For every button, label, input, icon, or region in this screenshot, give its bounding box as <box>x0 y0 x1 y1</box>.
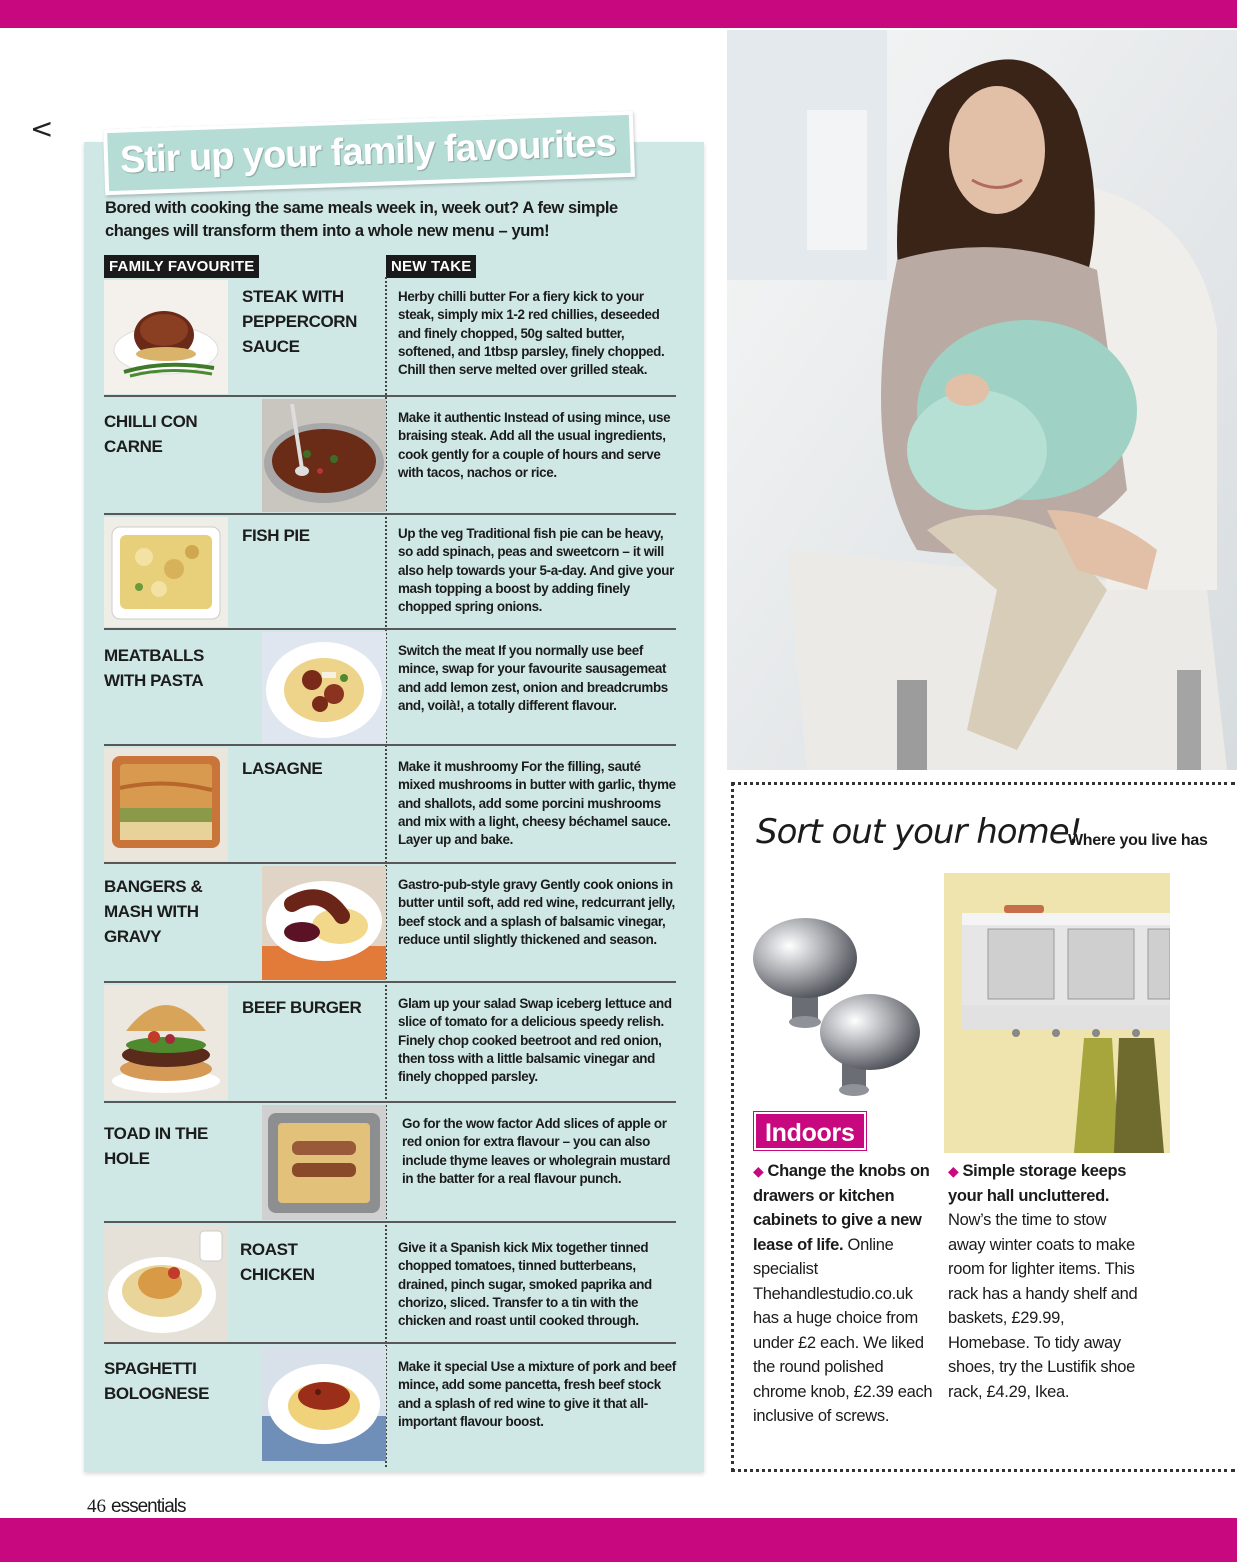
new-take-lead: Up the veg <box>398 526 463 541</box>
knobs-body: Online specialist Thehandlestudio.co.uk has a huge choice from under £2 each. We liked the round polished chrome knob, £2.39 each inclusive of screws. <box>753 1235 933 1425</box>
new-take-lead: Make it special <box>398 1359 488 1374</box>
home-subtitle: Where you live has <box>1068 832 1208 849</box>
storage-text <box>948 1159 1138 1404</box>
new-take-lead: Give it a Spanish kick <box>398 1240 528 1255</box>
column-header-new-take: NEW TAKE <box>386 255 476 278</box>
new-take-body: For a fiery kick to your steak, simply mix 1-2 red chillies, deseeded and finely chopped, 50g salted butter, softened, and 1tbsp parsley, finely chopped. Chill then serve melted over grilled steak. <box>398 289 665 378</box>
bottom-magenta-bar <box>0 1518 1237 1562</box>
page-folio <box>87 1496 186 1518</box>
page-number: 46 <box>87 1496 106 1517</box>
recipe-row-chilli <box>104 397 676 515</box>
dish-name: FISH PIE <box>242 526 310 545</box>
recipe-row-toad <box>104 1103 676 1223</box>
new-take-text <box>398 642 676 715</box>
recipe-row-burger <box>104 983 676 1103</box>
meatballs-photo <box>262 632 386 743</box>
chilli-photo <box>262 399 386 512</box>
recipe-row-meatballs <box>104 630 676 746</box>
new-take-body: For the filling, sauté mixed mushrooms in butter with garlic, thyme and shallots, add some porcini mushrooms and mix with a light, cheesy béchamel sauce. Layer up and bake. <box>398 759 676 848</box>
diamond-icon: ◆ <box>948 1163 959 1179</box>
recipe-row-bangers <box>104 864 676 983</box>
new-take-lead: Go for the wow factor <box>402 1116 533 1131</box>
recipe-row-roast-chicken <box>104 1223 676 1344</box>
new-take-text <box>398 409 676 482</box>
new-take-text <box>398 1239 676 1330</box>
page-title: Stir up your family favourites <box>119 122 617 182</box>
storage-rack-photo <box>944 873 1170 1153</box>
chrome-knobs-photo <box>750 910 930 1105</box>
recipe-row-spaghetti <box>104 1344 676 1464</box>
bangers-photo <box>262 866 386 980</box>
new-take-lead: Glam up your salad <box>398 996 516 1011</box>
storage-body: Now’s the time to stow away winter coats to make room for lighter items. This rack has a handy shelf and baskets, £29.99, Homebase. To tidy away shoes, try the Lustifik shoe rack, £4.29, Ikea. <box>948 1211 1138 1401</box>
magazine-name: essentials <box>111 1496 186 1517</box>
new-take-text <box>398 1358 676 1431</box>
new-take-lead: Gastro-pub-style gravy <box>398 877 537 892</box>
fish-pie-photo <box>104 517 228 627</box>
storage-lead: Simple storage keeps your hall uncluttered. <box>948 1162 1127 1205</box>
dish-name: ROAST CHICKEN <box>240 1240 315 1284</box>
dish-name: MEATBALLS WITH PASTA <box>104 646 204 690</box>
dish-name: BEEF BURGER <box>242 998 362 1017</box>
lasagne-photo <box>104 748 228 861</box>
new-take-body: Instead of using mince, use braising steak. Add all the usual ingredients, cook gently for a couple of hours and serve with tacos, nachos or rice. <box>398 410 671 480</box>
burger-photo <box>104 985 228 1100</box>
recipe-row-fish-pie <box>104 515 676 630</box>
new-take-text <box>402 1115 680 1188</box>
knobs-text <box>753 1159 933 1429</box>
new-take-body: Gently cook onions in butter until soft, add red wine, redcurrant jelly, beef stock and a splash of balsamic vinegar, reduce until slightly thickened and season. <box>398 877 675 947</box>
dish-name: LASAGNE <box>242 759 323 778</box>
new-take-body: Add slices of apple or red onion for extra flavour – you can also include thyme leaves or wholegrain mustard in the batter for a real flavour punch. <box>402 1116 671 1186</box>
new-take-lead: Switch the meat <box>398 643 495 658</box>
spaghetti-photo <box>262 1346 386 1461</box>
steak-photo <box>104 280 228 394</box>
new-take-body: Mix together tinned chopped tomatoes, tinned butterbeans, drained, pinch sugar, smoked paprika and chorizo, sliced. Transfer to a tin with the chicken and roast until cooked through. <box>398 1240 652 1329</box>
recipe-row-lasagne <box>104 746 676 864</box>
new-take-body: Traditional fish pie can be heavy, so add spinach, peas and sweetcorn – it will also help towards your 5-a-day. And give your mash topping a boost by adding finely chopped spring onions. <box>398 526 674 615</box>
dish-name: SPAGHETTI BOLOGNESE <box>104 1359 210 1403</box>
intro-text: Bored with cooking the same meals week in, week out? A few simple changes will transform them into a whole new menu – yum! <box>105 199 618 240</box>
new-take-body: Swap iceberg lettuce and slice of tomato for a delicious speedy relish. Finely chop cooked beetroot and red onion, then toss with a little balsamic vinegar and finely chopped parsley. <box>398 996 672 1085</box>
home-title: Sort out your home! <box>756 812 1082 852</box>
dish-name: TOAD IN THE HOLE <box>104 1124 208 1168</box>
new-take-body: If you normally use beef mince, swap for your favourite sausagemeat and add lemon zest, onion and breadcrumbs and, voilà!, a totally different flavour. <box>398 643 668 713</box>
roast-chicken-photo <box>104 1225 228 1341</box>
top-magenta-bar <box>0 0 1237 28</box>
new-take-text <box>398 876 676 949</box>
column-header-family: FAMILY FAVOURITE <box>104 255 259 278</box>
recipe-row-steak <box>104 278 676 397</box>
chevron-left-icon[interactable]: < <box>30 112 54 145</box>
new-take-lead: Herby chilli butter <box>398 289 506 304</box>
dish-name: BANGERS & MASH WITH GRAVY <box>104 877 203 946</box>
new-take-text <box>398 995 676 1086</box>
new-take-body: Use a mixture of pork and beef mince, add some pancetta, fresh beef stock and a splash of red wine to give it that all-important flavour boost. <box>398 1359 676 1429</box>
indoors-tag: Indoors <box>754 1112 866 1150</box>
new-take-lead: Make it authentic <box>398 410 501 425</box>
knobs-lead: Change the knobs on drawers or kitchen cabinets to give a new lease of life. <box>753 1162 930 1254</box>
dish-name: STEAK WITH PEPPERCORN SAUCE <box>242 287 358 356</box>
new-take-text <box>398 288 676 379</box>
dish-name: CHILLI CON CARNE <box>104 412 198 456</box>
new-take-text <box>398 525 676 616</box>
toad-in-the-hole-photo <box>262 1105 386 1220</box>
new-take-text <box>398 758 676 849</box>
woman-on-chair-photo <box>727 30 1237 770</box>
diamond-icon: ◆ <box>753 1163 764 1179</box>
new-take-lead: Make it mushroomy <box>398 759 518 774</box>
